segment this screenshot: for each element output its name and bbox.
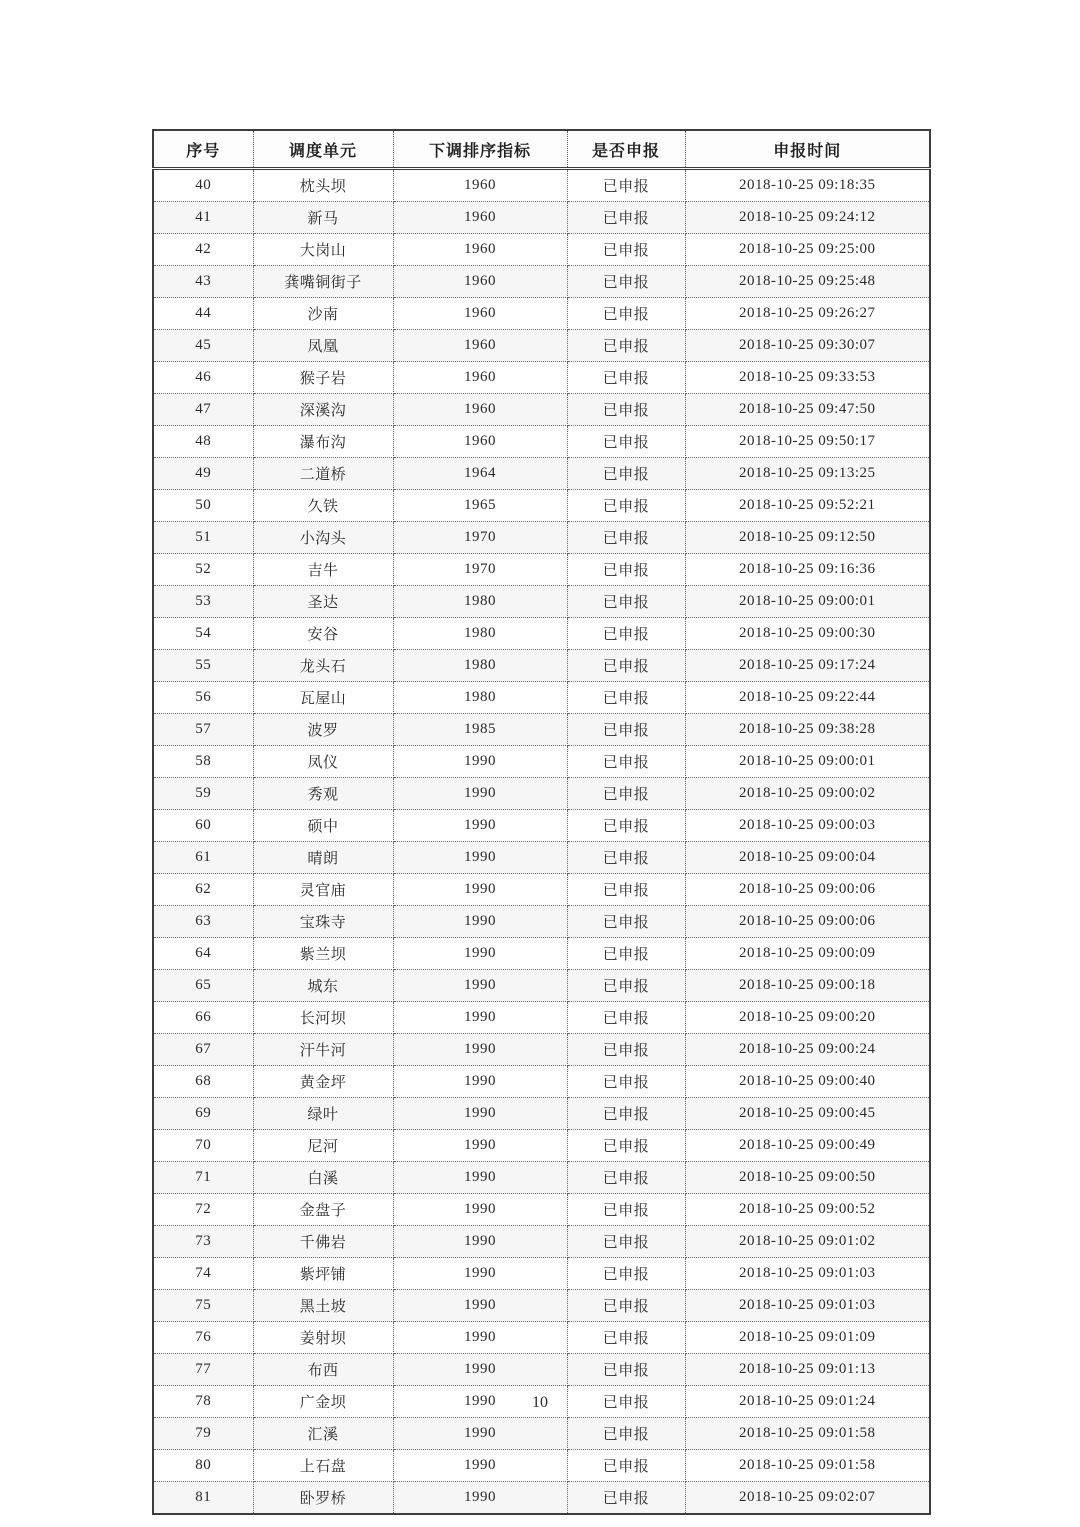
cell-declaration-time: 2018-10-25 09:18:35	[685, 169, 930, 202]
column-header-down-sort-indicator: 下调排序指标	[393, 130, 567, 169]
cell-declaration-time: 2018-10-25 09:00:30	[685, 618, 930, 650]
table-row	[153, 362, 930, 394]
table-row	[153, 874, 930, 906]
cell-serial-number: 44	[153, 298, 253, 330]
cell-declaration-time: 2018-10-25 09:00:06	[685, 874, 930, 906]
cell-serial-number: 40	[153, 169, 253, 202]
cell-down-sort-indicator: 1990	[393, 970, 567, 1002]
cell-serial-number: 78	[153, 1386, 253, 1418]
table-row	[153, 682, 930, 714]
table-row	[153, 1226, 930, 1258]
cell-dispatch-unit: 上石盘	[253, 1450, 393, 1482]
table-row	[153, 1450, 930, 1482]
cell-declaration-time: 2018-10-25 09:00:20	[685, 1002, 930, 1034]
column-header-serial-number: 序号	[153, 130, 253, 169]
table-row	[153, 298, 930, 330]
cell-declaration-time: 2018-10-25 09:01:58	[685, 1450, 930, 1482]
cell-declared-status: 已申报	[567, 1162, 685, 1194]
cell-declared-status: 已申报	[567, 1482, 685, 1515]
cell-serial-number: 79	[153, 1418, 253, 1450]
cell-declared-status: 已申报	[567, 1226, 685, 1258]
table-row	[153, 1034, 930, 1066]
cell-serial-number: 53	[153, 586, 253, 618]
cell-serial-number: 45	[153, 330, 253, 362]
cell-serial-number: 47	[153, 394, 253, 426]
cell-dispatch-unit: 秀观	[253, 778, 393, 810]
table-row	[153, 234, 930, 266]
table-row	[153, 1098, 930, 1130]
cell-dispatch-unit: 千佛岩	[253, 1226, 393, 1258]
table-row	[153, 1258, 930, 1290]
cell-declaration-time: 2018-10-25 09:47:50	[685, 394, 930, 426]
cell-dispatch-unit: 瓦屋山	[253, 682, 393, 714]
cell-declared-status: 已申报	[567, 490, 685, 522]
table-row	[153, 1290, 930, 1322]
cell-declared-status: 已申报	[567, 682, 685, 714]
cell-declared-status: 已申报	[567, 1066, 685, 1098]
table-row	[153, 650, 930, 682]
cell-dispatch-unit: 凤仪	[253, 746, 393, 778]
cell-serial-number: 70	[153, 1130, 253, 1162]
cell-declaration-time: 2018-10-25 09:01:09	[685, 1322, 930, 1354]
table-row	[153, 1002, 930, 1034]
cell-down-sort-indicator: 1990	[393, 810, 567, 842]
cell-down-sort-indicator: 1980	[393, 618, 567, 650]
cell-declared-status: 已申报	[567, 266, 685, 298]
cell-serial-number: 66	[153, 1002, 253, 1034]
cell-serial-number: 51	[153, 522, 253, 554]
cell-dispatch-unit: 城东	[253, 970, 393, 1002]
cell-dispatch-unit: 晴朗	[253, 842, 393, 874]
cell-declaration-time: 2018-10-25 09:01:13	[685, 1354, 930, 1386]
table-row	[153, 714, 930, 746]
cell-down-sort-indicator: 1960	[393, 202, 567, 234]
cell-declaration-time: 2018-10-25 09:12:50	[685, 522, 930, 554]
table-row	[153, 1162, 930, 1194]
cell-declared-status: 已申报	[567, 778, 685, 810]
cell-down-sort-indicator: 1960	[393, 234, 567, 266]
table-row	[153, 938, 930, 970]
cell-declaration-time: 2018-10-25 09:01:03	[685, 1290, 930, 1322]
cell-declared-status: 已申报	[567, 1386, 685, 1418]
cell-declared-status: 已申报	[567, 906, 685, 938]
cell-dispatch-unit: 波罗	[253, 714, 393, 746]
cell-declared-status: 已申报	[567, 1098, 685, 1130]
cell-down-sort-indicator: 1990	[393, 842, 567, 874]
cell-down-sort-indicator: 1990	[393, 1098, 567, 1130]
cell-down-sort-indicator: 1990	[393, 1290, 567, 1322]
cell-down-sort-indicator: 1990	[393, 1162, 567, 1194]
cell-down-sort-indicator: 1990	[393, 1034, 567, 1066]
cell-declaration-time: 2018-10-25 09:00:04	[685, 842, 930, 874]
cell-declared-status: 已申报	[567, 650, 685, 682]
cell-declaration-time: 2018-10-25 09:01:03	[685, 1258, 930, 1290]
cell-dispatch-unit: 布西	[253, 1354, 393, 1386]
cell-down-sort-indicator: 1965	[393, 490, 567, 522]
cell-dispatch-unit: 吉牛	[253, 554, 393, 586]
table-row	[153, 554, 930, 586]
cell-declaration-time: 2018-10-25 09:00:09	[685, 938, 930, 970]
cell-down-sort-indicator: 1990	[393, 1386, 567, 1418]
table-row	[153, 394, 930, 426]
cell-serial-number: 68	[153, 1066, 253, 1098]
cell-dispatch-unit: 二道桥	[253, 458, 393, 490]
cell-declared-status: 已申报	[567, 1034, 685, 1066]
cell-dispatch-unit: 圣达	[253, 586, 393, 618]
cell-declaration-time: 2018-10-25 09:00:06	[685, 906, 930, 938]
cell-dispatch-unit: 凤凰	[253, 330, 393, 362]
cell-down-sort-indicator: 1970	[393, 554, 567, 586]
table-row	[153, 842, 930, 874]
cell-declared-status: 已申报	[567, 970, 685, 1002]
cell-serial-number: 52	[153, 554, 253, 586]
cell-dispatch-unit: 黑土坡	[253, 1290, 393, 1322]
cell-declared-status: 已申报	[567, 202, 685, 234]
table-row	[153, 746, 930, 778]
cell-dispatch-unit: 绿叶	[253, 1098, 393, 1130]
cell-dispatch-unit: 沙南	[253, 298, 393, 330]
table-row	[153, 1130, 930, 1162]
cell-serial-number: 71	[153, 1162, 253, 1194]
cell-declaration-time: 2018-10-25 09:02:07	[685, 1482, 930, 1515]
cell-declared-status: 已申报	[567, 1002, 685, 1034]
cell-down-sort-indicator: 1960	[393, 426, 567, 458]
cell-dispatch-unit: 硕中	[253, 810, 393, 842]
cell-down-sort-indicator: 1990	[393, 1066, 567, 1098]
cell-serial-number: 77	[153, 1354, 253, 1386]
cell-down-sort-indicator: 1960	[393, 394, 567, 426]
cell-dispatch-unit: 瀑布沟	[253, 426, 393, 458]
table-row	[153, 266, 930, 298]
cell-dispatch-unit: 宝珠寺	[253, 906, 393, 938]
cell-dispatch-unit: 姜射坝	[253, 1322, 393, 1354]
cell-down-sort-indicator: 1990	[393, 1450, 567, 1482]
cell-declaration-time: 2018-10-25 09:00:45	[685, 1098, 930, 1130]
table-row	[153, 426, 930, 458]
cell-declared-status: 已申报	[567, 522, 685, 554]
cell-dispatch-unit: 猴子岩	[253, 362, 393, 394]
cell-declared-status: 已申报	[567, 426, 685, 458]
cell-declared-status: 已申报	[567, 330, 685, 362]
cell-declaration-time: 2018-10-25 09:00:01	[685, 746, 930, 778]
cell-declaration-time: 2018-10-25 09:00:50	[685, 1162, 930, 1194]
table-row	[153, 1066, 930, 1098]
cell-dispatch-unit: 龚嘴铜街子	[253, 266, 393, 298]
cell-down-sort-indicator: 1990	[393, 1482, 567, 1515]
cell-declared-status: 已申报	[567, 554, 685, 586]
cell-declaration-time: 2018-10-25 09:00:01	[685, 586, 930, 618]
cell-down-sort-indicator: 1964	[393, 458, 567, 490]
cell-down-sort-indicator: 1990	[393, 746, 567, 778]
cell-down-sort-indicator: 1960	[393, 266, 567, 298]
table-row	[153, 618, 930, 650]
cell-declaration-time: 2018-10-25 09:00:02	[685, 778, 930, 810]
cell-down-sort-indicator: 1990	[393, 1418, 567, 1450]
cell-declared-status: 已申报	[567, 1258, 685, 1290]
cell-serial-number: 65	[153, 970, 253, 1002]
cell-serial-number: 73	[153, 1226, 253, 1258]
cell-dispatch-unit: 久铁	[253, 490, 393, 522]
cell-declared-status: 已申报	[567, 746, 685, 778]
cell-declaration-time: 2018-10-25 09:52:21	[685, 490, 930, 522]
table-row	[153, 1418, 930, 1450]
cell-serial-number: 49	[153, 458, 253, 490]
table-row	[153, 458, 930, 490]
cell-declaration-time: 2018-10-25 09:01:24	[685, 1386, 930, 1418]
cell-down-sort-indicator: 1960	[393, 362, 567, 394]
cell-dispatch-unit: 龙头石	[253, 650, 393, 682]
cell-dispatch-unit: 广金坝	[253, 1386, 393, 1418]
cell-declaration-time: 2018-10-25 09:26:27	[685, 298, 930, 330]
cell-declared-status: 已申报	[567, 1354, 685, 1386]
cell-declared-status: 已申报	[567, 1322, 685, 1354]
cell-declaration-time: 2018-10-25 09:00:24	[685, 1034, 930, 1066]
table-row	[153, 202, 930, 234]
cell-dispatch-unit: 小沟头	[253, 522, 393, 554]
cell-down-sort-indicator: 1990	[393, 1226, 567, 1258]
cell-declaration-time: 2018-10-25 09:00:49	[685, 1130, 930, 1162]
cell-serial-number: 67	[153, 1034, 253, 1066]
page-number: 10	[532, 1394, 548, 1411]
cell-serial-number: 46	[153, 362, 253, 394]
cell-down-sort-indicator: 1990	[393, 1322, 567, 1354]
cell-declaration-time: 2018-10-25 09:13:25	[685, 458, 930, 490]
declaration-table	[152, 129, 931, 1515]
cell-serial-number: 72	[153, 1194, 253, 1226]
cell-dispatch-unit: 长河坝	[253, 1002, 393, 1034]
cell-serial-number: 42	[153, 234, 253, 266]
table-header-row	[153, 130, 930, 169]
cell-declaration-time: 2018-10-25 09:01:02	[685, 1226, 930, 1258]
cell-declaration-time: 2018-10-25 09:24:12	[685, 202, 930, 234]
cell-declaration-time: 2018-10-25 09:17:24	[685, 650, 930, 682]
cell-dispatch-unit: 金盘子	[253, 1194, 393, 1226]
cell-serial-number: 81	[153, 1482, 253, 1515]
cell-serial-number: 63	[153, 906, 253, 938]
cell-serial-number: 59	[153, 778, 253, 810]
column-header-declaration-time: 申报时间	[685, 130, 930, 169]
cell-declaration-time: 2018-10-25 09:00:52	[685, 1194, 930, 1226]
cell-serial-number: 50	[153, 490, 253, 522]
cell-serial-number: 61	[153, 842, 253, 874]
table-row	[153, 1354, 930, 1386]
cell-declaration-time: 2018-10-25 09:30:07	[685, 330, 930, 362]
cell-dispatch-unit: 白溪	[253, 1162, 393, 1194]
cell-dispatch-unit: 大岗山	[253, 234, 393, 266]
cell-serial-number: 41	[153, 202, 253, 234]
table-row	[153, 522, 930, 554]
cell-down-sort-indicator: 1960	[393, 298, 567, 330]
cell-declared-status: 已申报	[567, 1290, 685, 1322]
cell-down-sort-indicator: 1990	[393, 1194, 567, 1226]
cell-serial-number: 69	[153, 1098, 253, 1130]
cell-dispatch-unit: 新马	[253, 202, 393, 234]
cell-declared-status: 已申报	[567, 1130, 685, 1162]
cell-down-sort-indicator: 1990	[393, 1130, 567, 1162]
cell-serial-number: 56	[153, 682, 253, 714]
cell-down-sort-indicator: 1990	[393, 938, 567, 970]
cell-declared-status: 已申报	[567, 586, 685, 618]
cell-declared-status: 已申报	[567, 874, 685, 906]
table-row	[153, 778, 930, 810]
cell-declared-status: 已申报	[567, 938, 685, 970]
table-row	[153, 330, 930, 362]
cell-declared-status: 已申报	[567, 810, 685, 842]
cell-down-sort-indicator: 1990	[393, 906, 567, 938]
cell-dispatch-unit: 紫坪铺	[253, 1258, 393, 1290]
cell-declaration-time: 2018-10-25 09:00:03	[685, 810, 930, 842]
table-row	[153, 1194, 930, 1226]
cell-dispatch-unit: 黄金坪	[253, 1066, 393, 1098]
cell-declared-status: 已申报	[567, 1418, 685, 1450]
cell-declared-status: 已申报	[567, 1450, 685, 1482]
cell-dispatch-unit: 安谷	[253, 618, 393, 650]
cell-declared-status: 已申报	[567, 169, 685, 202]
cell-serial-number: 55	[153, 650, 253, 682]
cell-declaration-time: 2018-10-25 09:22:44	[685, 682, 930, 714]
cell-declaration-time: 2018-10-25 09:38:28	[685, 714, 930, 746]
cell-dispatch-unit: 尼河	[253, 1130, 393, 1162]
cell-serial-number: 75	[153, 1290, 253, 1322]
cell-declared-status: 已申报	[567, 842, 685, 874]
cell-serial-number: 60	[153, 810, 253, 842]
cell-serial-number: 76	[153, 1322, 253, 1354]
cell-declaration-time: 2018-10-25 09:01:58	[685, 1418, 930, 1450]
cell-declaration-time: 2018-10-25 09:16:36	[685, 554, 930, 586]
table-row	[153, 906, 930, 938]
cell-declaration-time: 2018-10-25 09:25:48	[685, 266, 930, 298]
cell-serial-number: 64	[153, 938, 253, 970]
cell-down-sort-indicator: 1980	[393, 650, 567, 682]
cell-declaration-time: 2018-10-25 09:33:53	[685, 362, 930, 394]
cell-serial-number: 58	[153, 746, 253, 778]
cell-serial-number: 54	[153, 618, 253, 650]
cell-declaration-time: 2018-10-25 09:25:00	[685, 234, 930, 266]
cell-down-sort-indicator: 1990	[393, 874, 567, 906]
cell-down-sort-indicator: 1970	[393, 522, 567, 554]
cell-down-sort-indicator: 1990	[393, 778, 567, 810]
column-header-declared-status: 是否申报	[567, 130, 685, 169]
table-header	[153, 130, 930, 169]
cell-serial-number: 48	[153, 426, 253, 458]
cell-declaration-time: 2018-10-25 09:00:40	[685, 1066, 930, 1098]
table-row	[153, 1322, 930, 1354]
cell-serial-number: 57	[153, 714, 253, 746]
table-row	[153, 490, 930, 522]
cell-serial-number: 74	[153, 1258, 253, 1290]
cell-declared-status: 已申报	[567, 394, 685, 426]
cell-declared-status: 已申报	[567, 298, 685, 330]
cell-serial-number: 62	[153, 874, 253, 906]
cell-down-sort-indicator: 1960	[393, 169, 567, 202]
column-header-dispatch-unit: 调度单元	[253, 130, 393, 169]
cell-declared-status: 已申报	[567, 1194, 685, 1226]
cell-down-sort-indicator: 1960	[393, 330, 567, 362]
cell-down-sort-indicator: 1980	[393, 682, 567, 714]
cell-down-sort-indicator: 1990	[393, 1002, 567, 1034]
cell-dispatch-unit: 汗牛河	[253, 1034, 393, 1066]
cell-dispatch-unit: 紫兰坝	[253, 938, 393, 970]
cell-declared-status: 已申报	[567, 618, 685, 650]
cell-declaration-time: 2018-10-25 09:50:17	[685, 426, 930, 458]
cell-down-sort-indicator: 1985	[393, 714, 567, 746]
cell-declared-status: 已申报	[567, 362, 685, 394]
cell-down-sort-indicator: 1980	[393, 586, 567, 618]
table-row	[153, 169, 930, 202]
cell-down-sort-indicator: 1990	[393, 1258, 567, 1290]
cell-serial-number: 43	[153, 266, 253, 298]
cell-dispatch-unit: 深溪沟	[253, 394, 393, 426]
cell-declaration-time: 2018-10-25 09:00:18	[685, 970, 930, 1002]
table-row	[153, 970, 930, 1002]
table-row	[153, 586, 930, 618]
cell-down-sort-indicator: 1990	[393, 1354, 567, 1386]
cell-dispatch-unit: 卧罗桥	[253, 1482, 393, 1515]
cell-dispatch-unit: 灵官庙	[253, 874, 393, 906]
cell-declared-status: 已申报	[567, 234, 685, 266]
cell-declared-status: 已申报	[567, 714, 685, 746]
cell-dispatch-unit: 枕头坝	[253, 169, 393, 202]
cell-dispatch-unit: 汇溪	[253, 1418, 393, 1450]
table-row	[153, 810, 930, 842]
table-row	[153, 1482, 930, 1515]
table-body	[153, 169, 930, 1515]
cell-serial-number: 80	[153, 1450, 253, 1482]
cell-declared-status: 已申报	[567, 458, 685, 490]
